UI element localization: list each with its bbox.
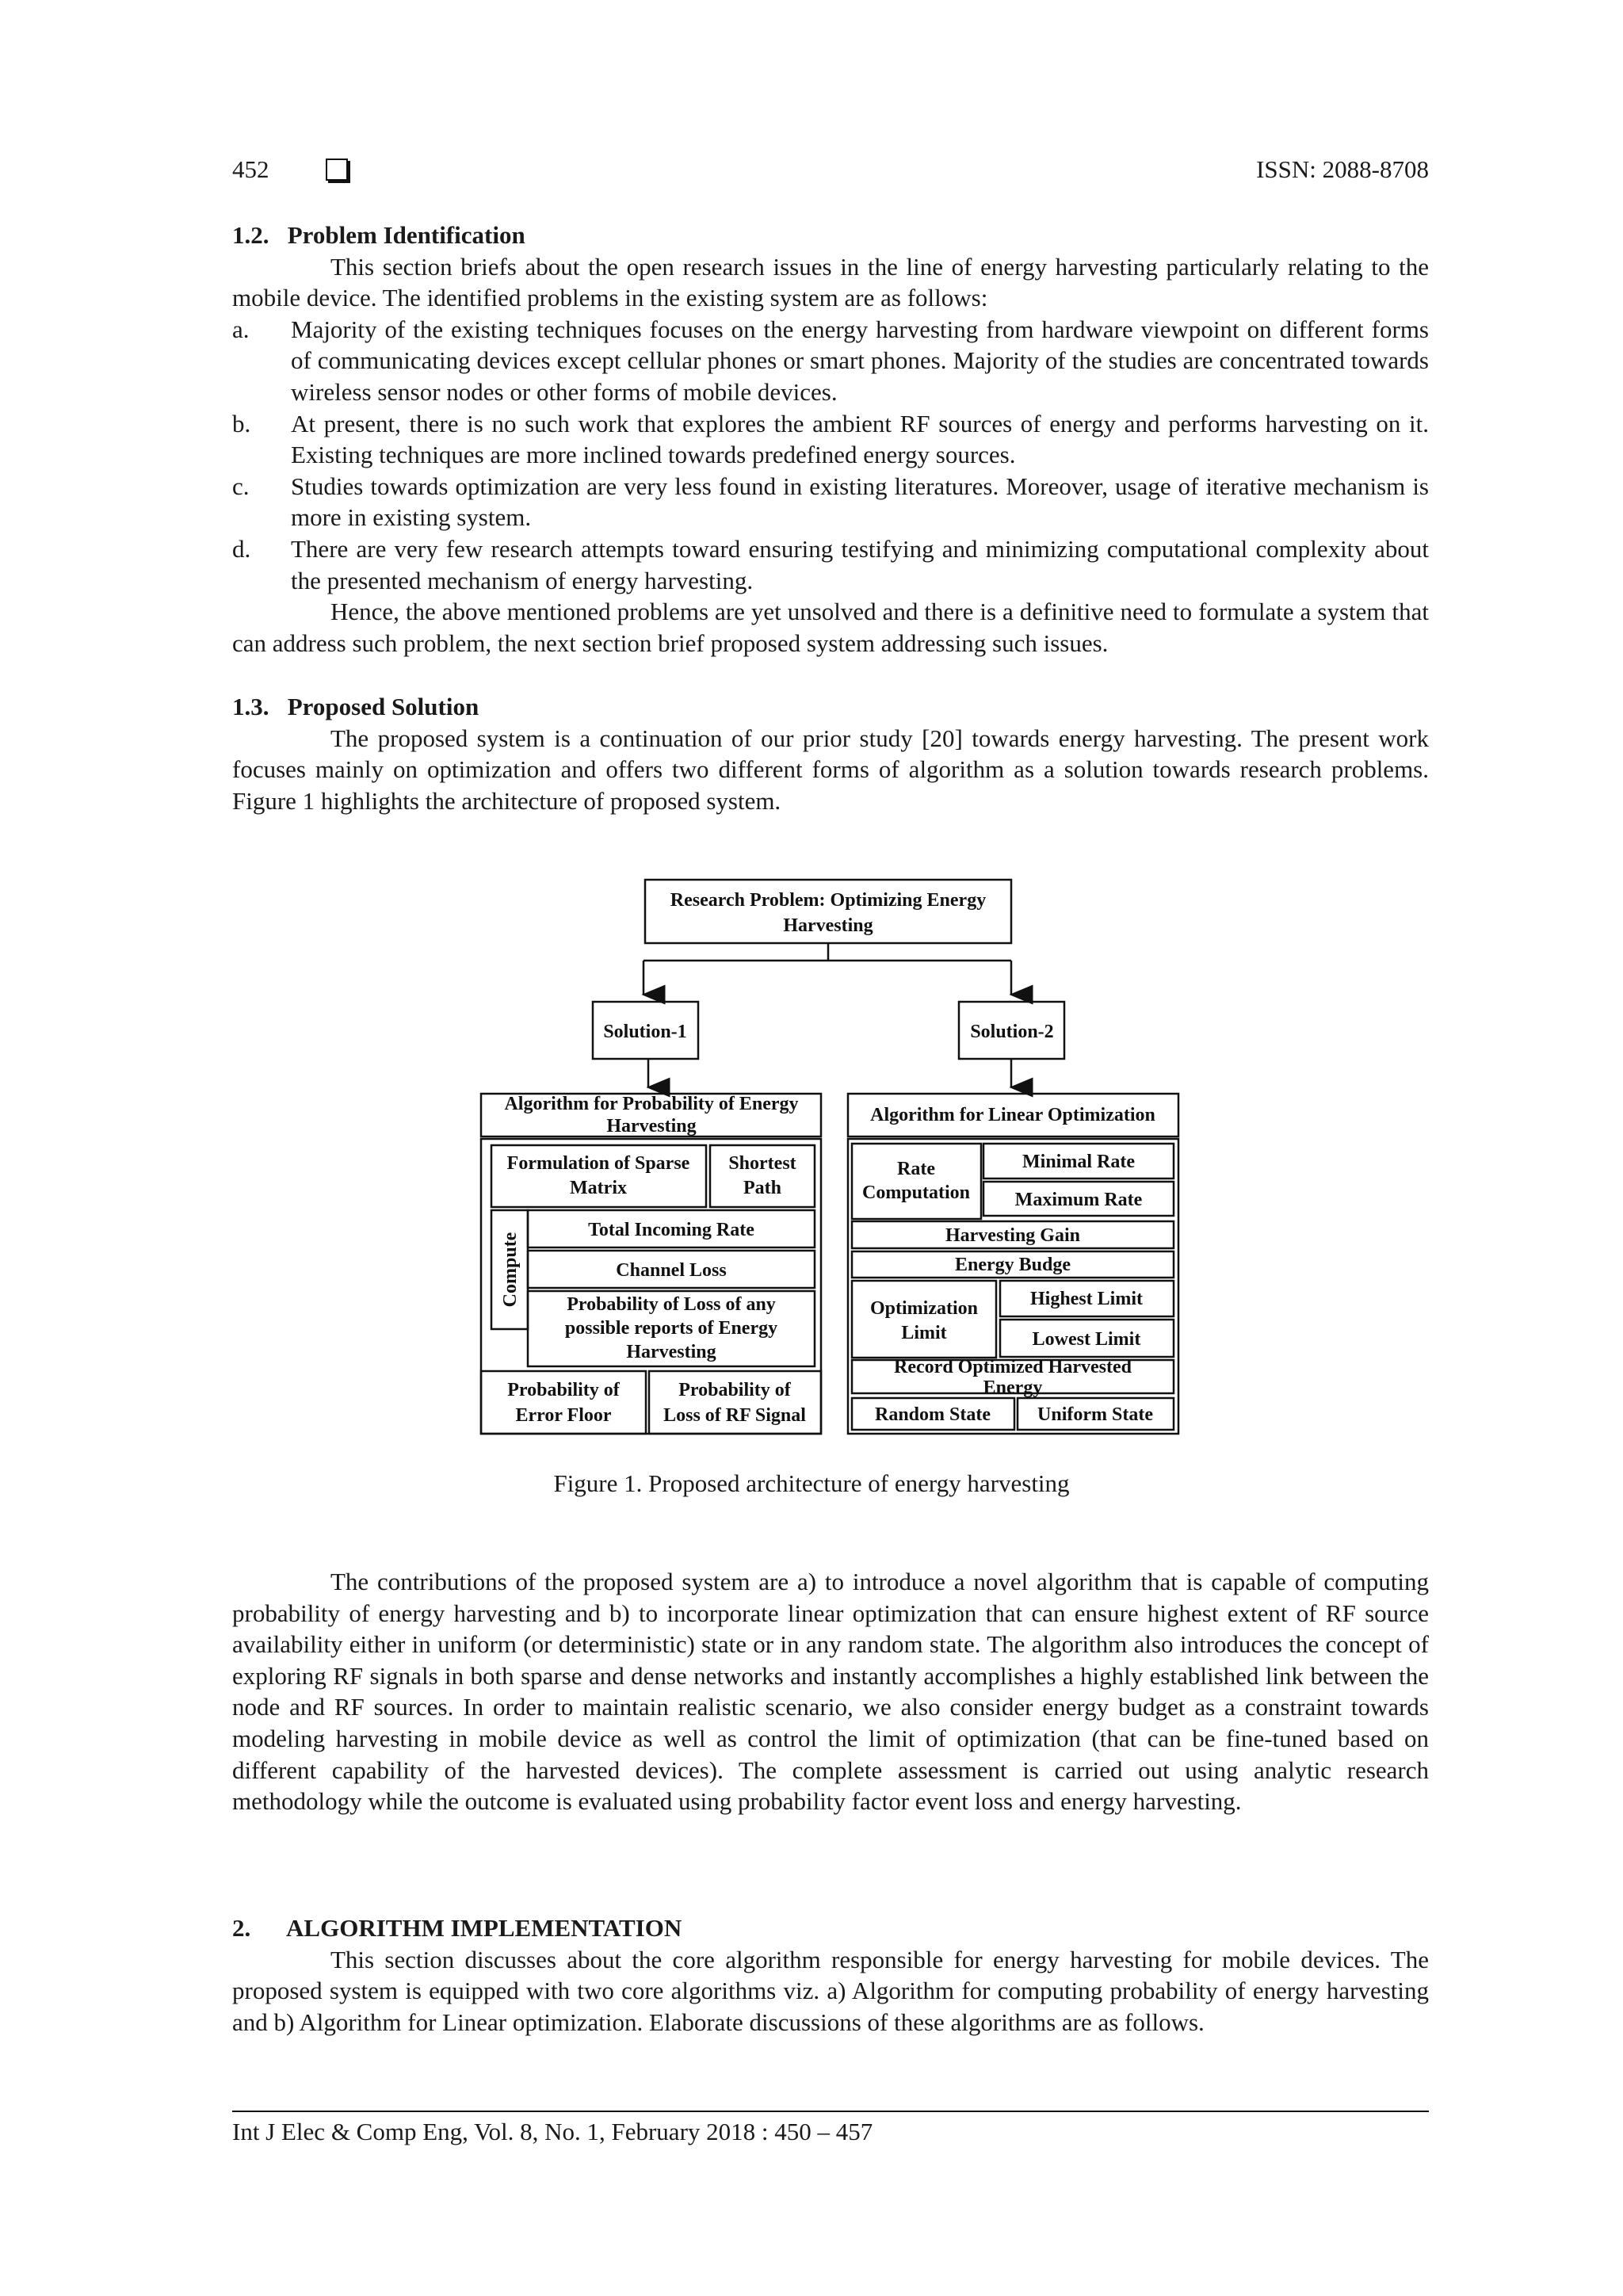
issn-label: ISSN: 2088-8708 bbox=[1256, 155, 1429, 183]
optimization-limit-label: Optimization bbox=[870, 1298, 978, 1319]
channel-loss-label: Channel Loss bbox=[616, 1260, 727, 1281]
error-floor-label: Probability of bbox=[507, 1380, 620, 1400]
solution-2-label: Solution-2 bbox=[970, 1022, 1054, 1042]
paragraph: The proposed system is a continuation of our prior study [20] towards energy harvesting. The present work focuses mainly on optimization and offers two different forms of algorithm as a solution towards research problems. Figure 1 highlights the architecture of proposed system. bbox=[232, 724, 1429, 815]
total-incoming-rate-label: Total Incoming Rate bbox=[588, 1220, 754, 1240]
algorithm-1-label: Algorithm for Probability of Energy bbox=[504, 1094, 799, 1114]
shortest-path-label: Path bbox=[743, 1178, 781, 1198]
rf-signal-loss-label: Loss of RF Signal bbox=[663, 1405, 806, 1426]
section-heading: 1.3. Proposed Solution bbox=[232, 693, 479, 720]
paragraph: The contributions of the proposed system are a) to introduce a novel algorithm that is capable of computing probability of energy harvesting and b) to incorporate linear optimization that can ensure highest extent of RF source availability either in uniform (or deterministic) state or in any random state. The algorithm also introduces the concept of exploring RF signals in both sparse and dense networks and instantly accomplishes a highly established link between the node and RF sources. In order to maintain realistic scenario, we also consider energy budget as a constraint towards modeling harvesting in mobile device as well as control the limit of optimization (that can be fine-tuned based on different capability of the harvested devices). The complete assessment is carried out using analytic research methodology while the outcome is evaluated using probability factor event loss and energy harvesting. bbox=[232, 1568, 1429, 1816]
compute-label: Compute bbox=[500, 1232, 521, 1308]
section-heading: 1.2. Problem Identification bbox=[232, 221, 525, 249]
contributions-section bbox=[232, 1566, 1429, 1817]
record-energy-label: Record Optimized Harvested bbox=[894, 1357, 1132, 1377]
harvesting-gain-label: Harvesting Gain bbox=[945, 1225, 1081, 1246]
rate-computation-label: Computation bbox=[861, 1182, 971, 1203]
list-item: d. There are very few research attempts toward ensuring testifying and minimizing computational complexity about the presented mechanism of energy harvesting. bbox=[232, 534, 1429, 594]
optimization-limit-label: Limit bbox=[901, 1323, 947, 1343]
sparse-matrix-label: Formulation of Sparse bbox=[506, 1153, 690, 1174]
footer-divider bbox=[232, 2111, 1429, 2112]
section-heading: 2. ALGORITHM IMPLEMENTATION bbox=[232, 1914, 682, 1942]
probability-loss-label: Probability of Loss of any bbox=[567, 1294, 776, 1315]
page-number: 452 bbox=[232, 155, 269, 183]
highest-limit-label: Highest Limit bbox=[1030, 1289, 1143, 1309]
shortest-path-label: Shortest bbox=[728, 1153, 796, 1174]
rf-signal-loss-label: Probability of bbox=[678, 1380, 791, 1400]
figure-caption: Figure 1. Proposed architecture of energy harvesting bbox=[553, 1469, 1070, 1497]
uniform-state-label: Uniform State bbox=[1037, 1404, 1153, 1425]
paragraph: This section briefs about the open research issues in the line of energy harvesting particularly relating to the mobile device. The identified problems in the existing system are as follows: bbox=[232, 252, 1429, 312]
paragraph: Hence, the above mentioned problems are yet unsolved and there is a definitive need to formulate a system that can address such problem, the next section brief proposed system addressing such issues. bbox=[232, 598, 1429, 657]
probability-loss-label: possible reports of Energy bbox=[564, 1318, 778, 1339]
root-label: Research Problem: Optimizing Energy bbox=[670, 890, 987, 911]
algorithm-1-label: Harvesting bbox=[606, 1116, 697, 1137]
sparse-matrix-label: Matrix bbox=[570, 1178, 627, 1198]
root-label: Harvesting bbox=[783, 915, 873, 936]
page-footer: Int J Elec & Comp Eng, Vol. 8, No. 1, February 2018 : 450 – 457 bbox=[232, 2118, 873, 2145]
solution-1-label: Solution-1 bbox=[603, 1022, 687, 1042]
algorithm-2-label: Algorithm for Linear Optimization bbox=[870, 1105, 1155, 1125]
energy-budge-label: Energy Budge bbox=[954, 1255, 1071, 1275]
section-2 bbox=[232, 1912, 1429, 2038]
record-energy-label: Energy bbox=[983, 1377, 1043, 1398]
list-item: c. Studies towards optimization are very less found in existing literatures. Moreover, usage of iterative mechanism is more in existing system. bbox=[232, 472, 1429, 532]
random-state-label: Random State bbox=[874, 1404, 991, 1425]
paragraph: This section discusses about the core algorithm responsible for energy harvesting for mobile devices. The proposed system is equipped with two core algorithms viz. a) Algorithm for computing probability of energy harvesting and b) Algorithm for Linear optimization. Elaborate discussions of these algorithms are as follows. bbox=[232, 1945, 1429, 2036]
maximum-rate-label: Maximum Rate bbox=[1014, 1190, 1143, 1210]
list-item: b. At present, there is no such work that explores the ambient RF sources of energy and performs harvesting on it. Existing techniques are more inclined towards predefined energy sources. bbox=[232, 409, 1429, 469]
rate-computation-label: Rate bbox=[897, 1159, 935, 1179]
lowest-limit-label: Lowest Limit bbox=[1032, 1329, 1141, 1350]
probability-loss-label: Harvesting bbox=[626, 1342, 716, 1362]
minimal-rate-label: Minimal Rate bbox=[1022, 1152, 1135, 1172]
error-floor-label: Error Floor bbox=[515, 1405, 612, 1426]
list-item: a. Majority of the existing techniques focuses on the energy harvesting from hardware viewpoint on different forms of communicating devices except cellular phones or smart phones. Majority of the studies are concentrated towards wireless sensor nodes or other forms of mobile devices. bbox=[232, 315, 1429, 406]
